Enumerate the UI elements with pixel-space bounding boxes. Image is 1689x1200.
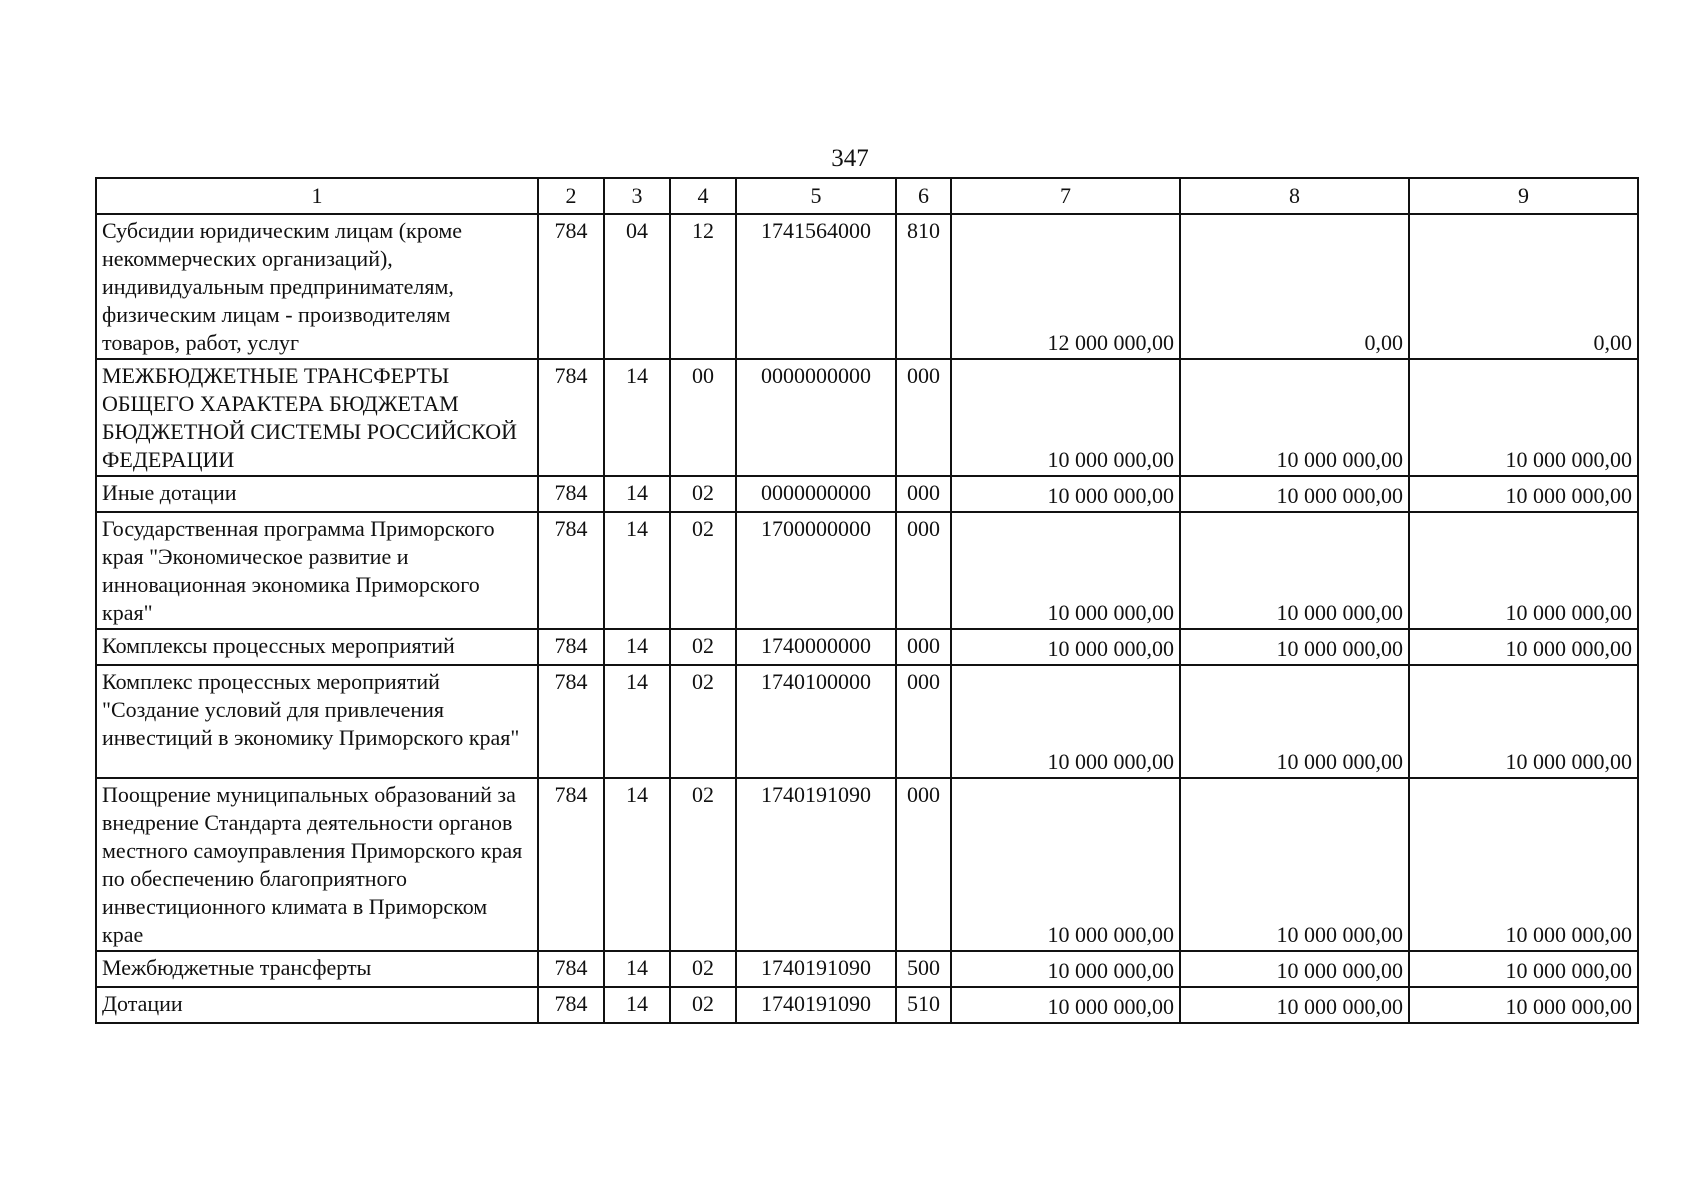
amount-col-9: 10 000 000,00	[1409, 476, 1638, 512]
table-row	[96, 987, 1638, 1023]
expense-type-code: 000	[896, 629, 951, 665]
section-code: 04	[604, 214, 670, 359]
amount-col-8: 10 000 000,00	[1180, 951, 1409, 987]
subsection-code: 02	[670, 629, 736, 665]
table-header-row	[96, 178, 1638, 214]
table-row	[96, 214, 1638, 359]
table-row	[96, 359, 1638, 476]
amount-col-7: 12 000 000,00	[951, 214, 1180, 359]
section-code: 14	[604, 629, 670, 665]
table-row	[96, 778, 1638, 951]
amount-col-9: 10 000 000,00	[1409, 629, 1638, 665]
section-code: 14	[604, 951, 670, 987]
column-header-4: 4	[670, 178, 736, 214]
expense-type-code: 000	[896, 665, 951, 778]
budget-table	[95, 177, 1639, 1024]
target-article-code: 1740100000	[736, 665, 896, 778]
amount-col-8: 0,00	[1180, 214, 1409, 359]
admin-code: 784	[538, 951, 604, 987]
expense-type-code: 000	[896, 476, 951, 512]
subsection-code: 02	[670, 665, 736, 778]
expense-type-code: 000	[896, 359, 951, 476]
amount-col-8: 10 000 000,00	[1180, 359, 1409, 476]
target-article-code: 0000000000	[736, 359, 896, 476]
subsection-code: 02	[670, 778, 736, 951]
amount-col-8: 10 000 000,00	[1180, 665, 1409, 778]
table-row	[96, 476, 1638, 512]
admin-code: 784	[538, 359, 604, 476]
row-name: Межбюджетные трансферты	[96, 951, 538, 987]
amount-col-8: 10 000 000,00	[1180, 778, 1409, 951]
target-article-code: 1740191090	[736, 987, 896, 1023]
amount-col-7: 10 000 000,00	[951, 512, 1180, 629]
amount-col-9: 10 000 000,00	[1409, 665, 1638, 778]
admin-code: 784	[538, 778, 604, 951]
row-name: Иные дотации	[96, 476, 538, 512]
amount-col-8: 10 000 000,00	[1180, 987, 1409, 1023]
expense-type-code: 000	[896, 778, 951, 951]
admin-code: 784	[538, 512, 604, 629]
table-row	[96, 951, 1638, 987]
admin-code: 784	[538, 987, 604, 1023]
subsection-code: 02	[670, 951, 736, 987]
section-code: 14	[604, 987, 670, 1023]
admin-code: 784	[538, 476, 604, 512]
column-header-2: 2	[538, 178, 604, 214]
subsection-code: 02	[670, 987, 736, 1023]
row-name: Комплексы процессных мероприятий	[96, 629, 538, 665]
target-article-code: 0000000000	[736, 476, 896, 512]
column-header-9: 9	[1409, 178, 1638, 214]
amount-col-9: 10 000 000,00	[1409, 512, 1638, 629]
subsection-code: 02	[670, 512, 736, 629]
admin-code: 784	[538, 214, 604, 359]
amount-col-9: 10 000 000,00	[1409, 951, 1638, 987]
table-row	[96, 629, 1638, 665]
subsection-code: 02	[670, 476, 736, 512]
page-number: 347	[831, 145, 869, 172]
amount-col-7: 10 000 000,00	[951, 778, 1180, 951]
column-header-1: 1	[96, 178, 538, 214]
target-article-code: 1740000000	[736, 629, 896, 665]
amount-col-8: 10 000 000,00	[1180, 512, 1409, 629]
amount-col-9: 10 000 000,00	[1409, 987, 1638, 1023]
section-code: 14	[604, 778, 670, 951]
amount-col-7: 10 000 000,00	[951, 629, 1180, 665]
row-name: Поощрение муниципальных образований за внедрение Стандарта деятельности органов местного самоуправления Приморского края по обеспечению благоприятного инвестиционного климата в Приморском крае	[96, 778, 538, 951]
expense-type-code: 510	[896, 987, 951, 1023]
amount-col-7: 10 000 000,00	[951, 476, 1180, 512]
admin-code: 784	[538, 629, 604, 665]
column-header-3: 3	[604, 178, 670, 214]
amount-col-9: 10 000 000,00	[1409, 359, 1638, 476]
amount-col-7: 10 000 000,00	[951, 359, 1180, 476]
table-row	[96, 665, 1638, 778]
column-header-8: 8	[1180, 178, 1409, 214]
row-name: Государственная программа Приморского края "Экономическое развитие и инновационная экономика Приморского края"	[96, 512, 538, 629]
section-code: 14	[604, 359, 670, 476]
target-article-code: 1740191090	[736, 951, 896, 987]
amount-col-8: 10 000 000,00	[1180, 476, 1409, 512]
column-header-7: 7	[951, 178, 1180, 214]
column-header-6: 6	[896, 178, 951, 214]
subsection-code: 00	[670, 359, 736, 476]
amount-col-8: 10 000 000,00	[1180, 629, 1409, 665]
section-code: 14	[604, 476, 670, 512]
target-article-code: 1741564000	[736, 214, 896, 359]
target-article-code: 1740191090	[736, 778, 896, 951]
expense-type-code: 000	[896, 512, 951, 629]
section-code: 14	[604, 665, 670, 778]
amount-col-9: 0,00	[1409, 214, 1638, 359]
amount-col-7: 10 000 000,00	[951, 987, 1180, 1023]
amount-col-9: 10 000 000,00	[1409, 778, 1638, 951]
expense-type-code: 500	[896, 951, 951, 987]
amount-col-7: 10 000 000,00	[951, 665, 1180, 778]
subsection-code: 12	[670, 214, 736, 359]
section-code: 14	[604, 512, 670, 629]
amount-col-7: 10 000 000,00	[951, 951, 1180, 987]
expense-type-code: 810	[896, 214, 951, 359]
column-header-5: 5	[736, 178, 896, 214]
row-name: МЕЖБЮДЖЕТНЫЕ ТРАНСФЕРТЫ ОБЩЕГО ХАРАКТЕРА БЮДЖЕТАМ БЮДЖЕТНОЙ СИСТЕМЫ РОССИЙСКОЙ ФЕДЕРАЦИИ	[96, 359, 538, 476]
target-article-code: 1700000000	[736, 512, 896, 629]
row-name: Субсидии юридическим лицам (кроме некоммерческих организаций), индивидуальным предпринимателям, физическим лицам - производителям товаров, работ, услуг	[96, 214, 538, 359]
row-name: Комплекс процессных мероприятий "Создание условий для привлечения инвестиций в экономику Приморского края"	[96, 665, 538, 778]
admin-code: 784	[538, 665, 604, 778]
table-row	[96, 512, 1638, 629]
row-name: Дотации	[96, 987, 538, 1023]
